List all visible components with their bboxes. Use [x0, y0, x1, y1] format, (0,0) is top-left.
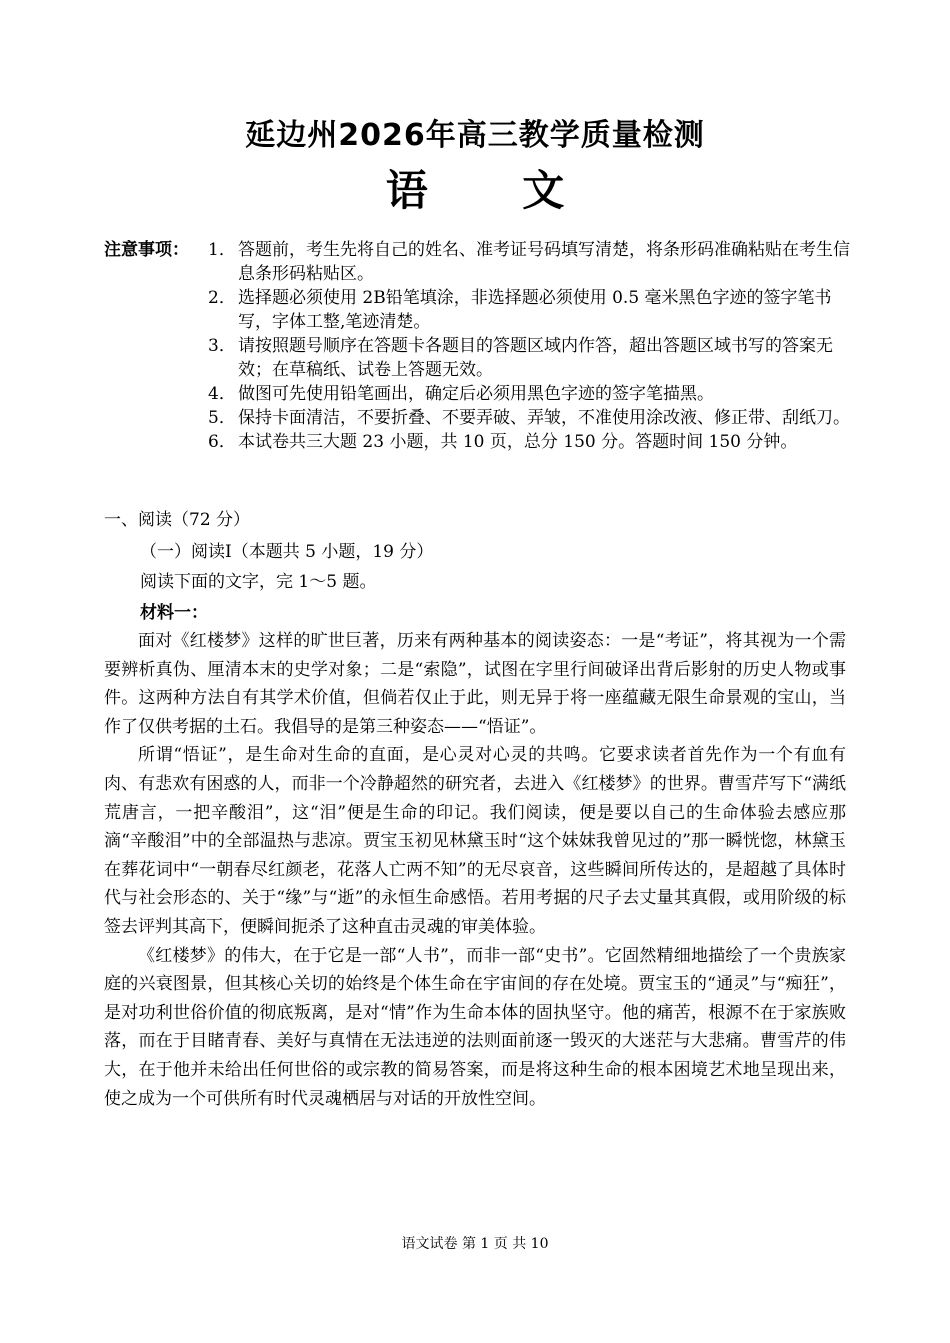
passage-paragraph: 《红楼梦》的伟大，在于它是一部“人书”，而非一部“史书”。它固然精细地描绘了一个贵族家庭的兴衰图景，但其核心关切的始终是个体生命在宇宙间的存在处境。贾宝玉的“通灵”与“痴狂”，是对功利世俗价值的彻底叛离，是对“情”作为生命本体的固执坚守。他的痛苦，根源不在于家族败落，而在于目睹青春、美好与真情在无法违逆的法则面前逐一毁灭的大迷茫与大悲痛。曹雪芹的伟大，在于他并未给出任何世俗的或宗教的简易答案，而是将这种生命的根本困境艺术地呈现出来，使之成为一个可供所有时代灵魂栖居与对话的开放性空间。 — [104, 945, 846, 1109]
notice-item — [208, 430, 853, 454]
notice-item — [208, 406, 853, 430]
exam-title: 延边州2026年高三教学质量检测 — [245, 118, 705, 153]
notice-number: 1． — [208, 240, 236, 260]
notice-text: 选择题必须使用 2B铅笔填涂，非选择题必须使用 0.5 毫米黑色字迹的签字笔书写，字体工整,笔迹清楚。 — [238, 288, 832, 332]
notice-text: 做图可先使用铅笔画出，确定后必须用黑色字迹的签字笔描黑。 — [238, 384, 714, 404]
notice-number: 4． — [208, 384, 236, 404]
notice-number: 2． — [208, 288, 236, 308]
notice-text: 本试卷共三大题 23 小题，共 10 页，总分 150 分。答题时间 150 分钟。 — [238, 432, 798, 452]
reading-passage — [104, 627, 846, 1113]
material-label: 材料一： — [140, 603, 208, 623]
notice-text: 请按照题号顺序在答题卡各题目的答题区域内作答，超出答题区域书写的答案无效；在草稿纸、试卷上答题无效。 — [238, 336, 833, 380]
notice-item — [208, 334, 853, 382]
notice-text: 答题前，考生先将自己的姓名、准考证号码填写清楚，将条形码准确粘贴在考生信息条形码粘贴区。 — [238, 240, 850, 284]
notice-item — [208, 382, 853, 406]
passage-paragraph: 所谓“悟证”，是生命对生命的直面，是心灵对心灵的共鸣。它要求读者首先作为一个有血有肉、有悲欢有困惑的人，而非一个冷静超然的研究者，去进入《红楼梦》的世界。曹雪芹写下“满纸荒唐言，一把辛酸泪”，这“泪”便是生命的印记。我们阅读，便是要以自己的生命体验去感应那滴“辛酸泪”中的全部温热与悲凉。贾宝玉初见林黛玉时“这个妹妹我曾见过的”那一瞬恍惚，林黛玉在葬花词中“一朝春尽红颜老，花落人亡两不知”的无尽哀音，这些瞬间所传达的，是超越了具体时代与社会形态的、关于“缘”与“逝”的永恒生命感悟。若用考据的尺子去丈量其真假，或用阶级的标签去评判其高下，便瞬间扼杀了这种直击灵魂的审美体验。 — [104, 745, 846, 937]
passage-paragraph: 面对《红楼梦》这样的旷世巨著，历来有两种基本的阅读姿态：一是“考证”，将其视为一个需要辨析真伪、厘清本末的史学对象；二是“索隐”，试图在字里行间破译出背后影射的历史人物或事件。这两种方法自有其学术价值，但倘若仅止于此，则无异于将一座蕴藏无限生命景观的宝山，当作了仅供考据的土石。我倡导的是第三种姿态——“悟证”。 — [104, 631, 846, 737]
notice-number: 6． — [208, 432, 236, 452]
section-heading: 一、阅读（72 分） — [104, 510, 251, 530]
subsection-heading: （一）阅读Ⅰ（本题共 5 小题，19 分） — [140, 542, 434, 562]
subject-title: 语 文 — [385, 166, 605, 215]
notice-list — [208, 238, 853, 454]
notice-label: 注意事项： — [104, 240, 189, 260]
notice-number: 3． — [208, 336, 236, 356]
notice-item — [208, 286, 853, 334]
reading-instruction: 阅读下面的文字，完 1～5 题。 — [140, 572, 377, 592]
page-footer: 语文试卷 第 1 页 共 10 — [401, 1236, 549, 1252]
notice-item — [208, 238, 853, 286]
notice-number: 5． — [208, 408, 236, 428]
notice-text: 保持卡面清洁，不要折叠、不要弄破、弄皱，不准使用涂改液、修正带、刮纸刀。 — [238, 408, 850, 428]
